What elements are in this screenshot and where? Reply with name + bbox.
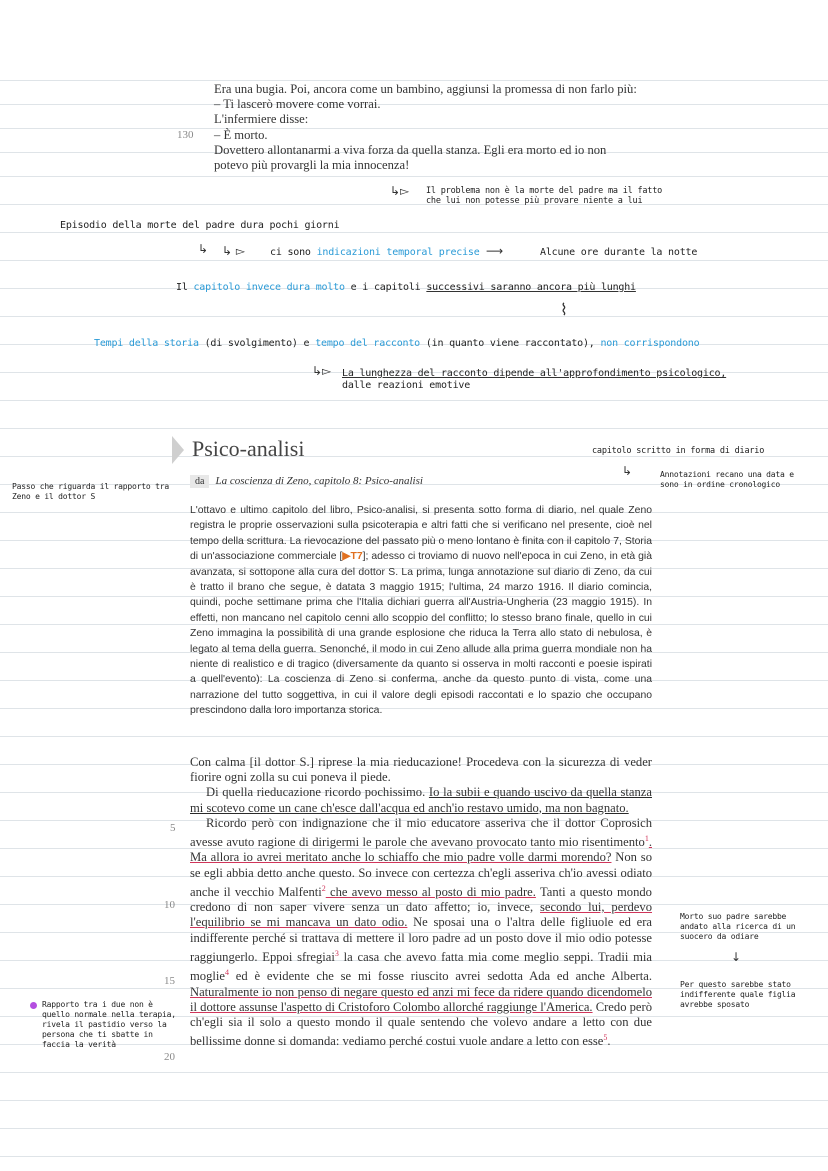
- squiggle-arrow-icon: ⌇: [560, 300, 568, 319]
- main-passage: [190, 755, 652, 1050]
- excerpt-line: L'infermiere disse:: [214, 112, 309, 127]
- intro-paragraph: L'ottavo e ultimo capitolo del libro, Psico-analisi, si presenta sotto forma di diario, nel quale Zeno registra le proprie osservazioni sulla psicoterapia e altri fatti che si verificano nel presente, cioè nel tempo della scrittura. La rievocazione del passato più o meno lontano è finita con il capitolo 7, Storia di un'associazione commerciale [▶T7]; adesso ci troviamo di nuovo nell'epoca in cui Zeno, in età già avanzata, si sottopone alla cura del dottor S. La prima, lunga annotazione sul diario di Zeno, da cui è tratto il brano che segue, è datata 3 maggio 1915; l'ultima, 24 marzo 1916. Il diario comincia, quindi, poche settimane prima che l'Italia dichiari guerra all'Austria-Ungheria (23 maggio 1915). In effetti, non mancano nel capitolo cenni allo scoppio del conflitto; lo stesso brano finale, quello in cui Zeno immagina la possibilità di una grande esplosione che riduca la Terra allo stato di nebulosa, è legato al tema della guerra. Senonché, il modo in cui Zeno allude alla prima guerra mondiale non ha niente di realistico e di tragico (diversamente da quanto si osserva in molti racconti e poesie ispirati a quell'evento): La coscienza di Zeno si conferma, anche da questo punto di vista, come una narrazione del tutto soggettiva, in cui il valore degli episodi raccontati e lo spazio che occupano prescindono dalla loro importanza storica.: [190, 505, 652, 717]
- source-tag: da: [190, 475, 209, 488]
- excerpt-line: Dovettero allontanarmi a viva forza da quella stanza. Egli era morto ed io non: [214, 142, 607, 157]
- line-number: 20: [164, 1051, 175, 1063]
- arrow-icon: ⟶: [486, 244, 504, 258]
- note-hours: Alcune ore durante la notte: [540, 247, 698, 258]
- arrow-icon: ↳▻: [390, 184, 410, 198]
- note-daughter: Per questo sarebbe stato indifferente quale figlia avrebbe sposato: [680, 980, 796, 1009]
- note-length: La lunghezza del racconto dipende all'approfondimento psicologico, dalle reazioni emotive: [342, 368, 727, 391]
- source-line: [190, 475, 423, 488]
- title-marker-icon: [172, 436, 184, 464]
- note-father: Morto suo padre sarebbe andato alla ricerca di un suocero da odiare: [680, 912, 796, 941]
- arrow-icon: ↳: [198, 242, 209, 256]
- excerpt-line: Era una bugia. Poi, ancora come un bambino, aggiunsi la promessa di non farlo più:: [214, 82, 637, 96]
- section-title: [172, 436, 472, 466]
- excerpt-line: potevo più provargli la mia innocenza!: [214, 158, 410, 173]
- note-episode: Episodio della morte del padre dura pochi giorni: [60, 220, 340, 231]
- note-problem: Il problema non è la morte del padre ma il fatto che lui non potesse più provare niente a lui: [426, 186, 663, 206]
- note-diary: capitolo scritto in forma di diario: [592, 446, 765, 456]
- note-chapter-duration: Il capitolo invece dura molto e i capitoli successivi saranno ancora più lunghi: [176, 282, 636, 293]
- note-relationship: Rapporto tra i due non è quello normale nella terapia, rivela il pastidio verso la persona che ti sbatte in faccia la verità: [42, 1000, 176, 1049]
- arrow-icon: ↳ ▻: [222, 244, 246, 258]
- note-passage: Passo che riguarda il rapporto tra Zeno e il dottor S: [12, 482, 169, 501]
- cross-reference-link[interactable]: ▶T7: [342, 551, 363, 563]
- line-number: 5: [170, 822, 176, 834]
- note-time-indications: ci sono indicazioni temporal precise: [270, 247, 480, 258]
- bullet-dot-icon: [30, 1002, 37, 1009]
- excerpt-line: – Ti lascerò movere come vorrai.: [214, 97, 381, 112]
- note-story-time: Tempi della storia (di svolgimento) e tempo del racconto (in quanto viene raccontato), non corrispondono: [94, 338, 700, 349]
- arrow-down-icon: ↓: [731, 950, 742, 964]
- source-text: La coscienza di Zeno, capitolo 8: Psico-analisi: [215, 475, 423, 487]
- excerpt-top: [214, 82, 654, 173]
- page-title: Psico-analisi: [192, 436, 305, 461]
- paragraph: Di quella rieducazione ricordo pochissimo. Io la subii e quando uscivo da quella stanza mi scotevo come un cane ch'esce dall'acqua ed anch'io restavo umido, ma non bagnato.: [190, 785, 652, 815]
- paragraph: Con calma [il dottor S.] riprese la mia rieducazione! Procedeva con la sicurezza di veder fiorire ogni zolla su cui poneva il piede.: [190, 755, 652, 785]
- excerpt-line: – È morto.: [214, 127, 268, 142]
- note-annotations: Annotazioni recano una data e sono in ordine cronologico: [660, 470, 794, 489]
- line-number: 10: [164, 899, 175, 911]
- line-number: 130: [177, 129, 194, 141]
- arrow-icon: ↳▻: [312, 364, 332, 378]
- arrow-icon: ↳: [622, 464, 633, 478]
- line-number: 15: [164, 975, 175, 987]
- paragraph: Ricordo però con indignazione che il mio educatore asseriva che il dottor Coprosich avesse avuto ragione di dirigermi le parole che avevano provocato tanto mio risentimento$^1$. Ma allora io avrei meritato anche lo schiaffo che mio padre volle darmi morendo? Non so se egli abbia detto anche questo. So invece con certezza ch'egli asseriva ch'io avessi odiato anche il vecchio Malfenti$^2$ che avevo messo al posto di mio padre. Tanti a questo mondo credono di non saper vivere senza un dato affetto; io, invece, secondo lui, perdevo l'equilibrio se mi mancava un dato odio. Ne sposai una o l'altra delle figliuole ed era indifferente perché si trattava di mettere il loro padre ad un posto dove il mio odio potesse raggiungerlo. Eppoi sfregiai$^3$ la casa che avevo fatta mia come meglio seppi. Tradii mia moglie$^4$ ed è evidente che se mi fosse riuscito avrei sedotta Ada ed anche Alberta. Naturalmente io non penso di negare questo ed anzi mi fece da ridere quando dicendomelo il dottore assunse l'aspetto di Cristoforo Colombo allorché raggiunge l'America. Credo però ch'egli sia il solo a questo mondo il quale sentendo che volevo andare a letto con due bellissime donne si domanda: vediamo perché costui vuole andare a letto con esse$^5$.: [190, 815, 653, 1049]
